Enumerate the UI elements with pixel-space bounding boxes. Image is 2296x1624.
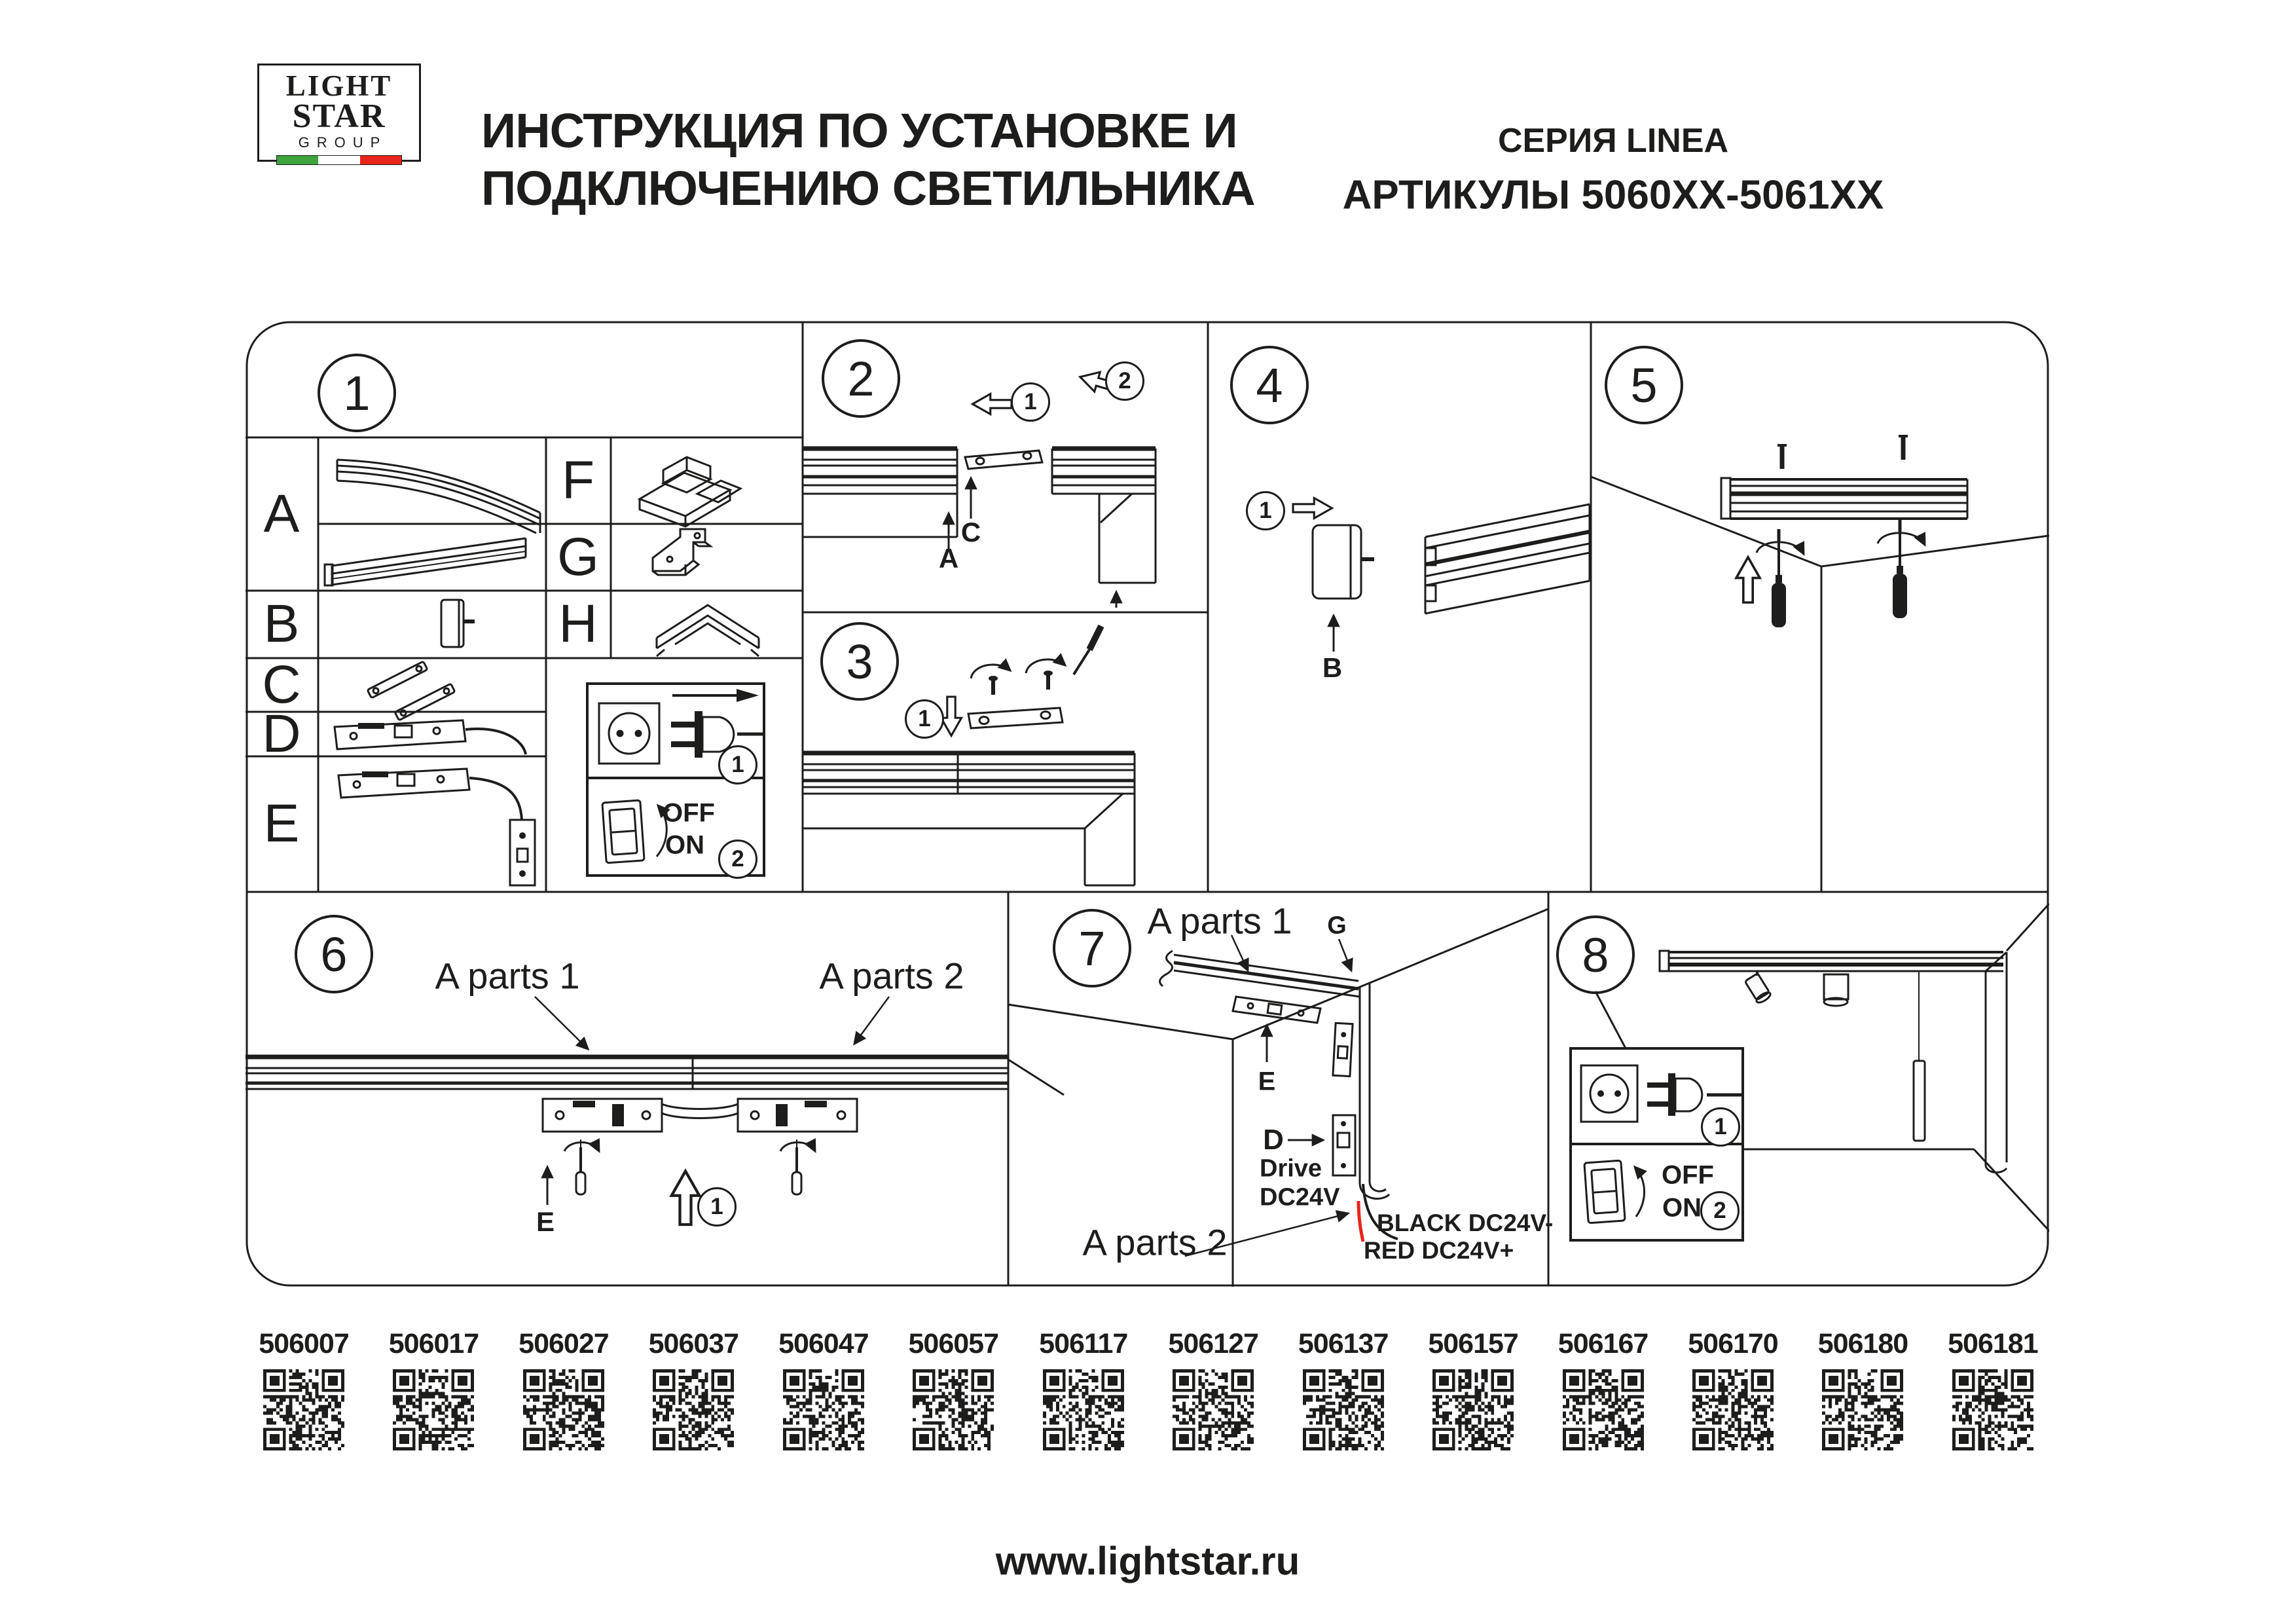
row-label-a: A: [263, 484, 300, 544]
diagram-frame: [247, 322, 2048, 1285]
row-label-d: D: [262, 704, 301, 764]
qr-code: [1173, 1369, 1254, 1450]
room-lines: [1591, 477, 2049, 892]
parts2-label: A parts 2: [819, 955, 964, 997]
part-e-driver-corner-icon: [338, 769, 535, 885]
qr-code: [913, 1369, 994, 1450]
screw-icon: [989, 671, 1053, 695]
qr-article-number: 506157: [1428, 1328, 1518, 1359]
joined-track: [246, 1057, 1008, 1089]
step-badge: 1: [1701, 1107, 1740, 1147]
qr-item: [1941, 1328, 2045, 1479]
qr-code: [1303, 1369, 1384, 1450]
part-pointer-e: E: [536, 1206, 555, 1237]
italian-flag-icon: [276, 155, 402, 165]
panel6-art: [246, 997, 1008, 1225]
row-label-g: G: [557, 527, 599, 587]
flag-green-stripe: [277, 156, 318, 164]
part-d-driver-icon: [335, 720, 526, 754]
end-cap-b: [1313, 525, 1374, 599]
open-arrow-icon: [972, 394, 1011, 415]
qr-code: [393, 1369, 474, 1450]
part-pointer-c: C: [960, 517, 981, 547]
pointer-arrow-icon: [854, 997, 889, 1044]
panel8-art: [1571, 904, 2049, 1240]
track-profile-3d: [1425, 504, 1590, 614]
qr-code: [263, 1369, 344, 1450]
row-label-e: E: [263, 794, 300, 853]
black-wire-label: BLACK DC24V-: [1377, 1209, 1554, 1236]
qr-code: [1952, 1369, 2033, 1450]
track-corner-right: [1052, 449, 1156, 583]
spotlight-icon: [1744, 971, 1772, 1005]
track-a-left: [803, 449, 957, 537]
panel4-art: [1293, 498, 1590, 652]
wall-connector-strip: [1333, 1023, 1353, 1076]
qr-item: [382, 1328, 485, 1479]
open-arrow-icon: [1736, 557, 1760, 602]
wall-track: [1360, 984, 1389, 1199]
part-g-flat-corner-icon: [653, 529, 710, 575]
part-a-straight-track-icon: [325, 538, 526, 585]
panel5-art: [1591, 436, 2049, 892]
step-badge: 2: [1700, 1191, 1740, 1230]
red-wire-label: RED DC24V+: [1364, 1237, 1514, 1264]
step-badge: 1: [697, 1187, 737, 1227]
row-label-c: C: [262, 655, 301, 714]
qr-item: [1552, 1328, 1655, 1479]
qr-article-number: 506027: [519, 1328, 609, 1359]
qr-item: [902, 1328, 1005, 1479]
part-pointer-e: E: [1258, 1067, 1276, 1096]
qr-article-number: 506007: [259, 1328, 349, 1359]
qr-item: [1292, 1328, 1395, 1479]
switch-off-label: OFF: [1662, 1160, 1714, 1190]
joined-track: [803, 753, 1135, 885]
switch-off-label: OFF: [663, 798, 715, 828]
screwdriver-icon: [780, 1139, 815, 1194]
brand-logo: [257, 64, 421, 162]
connector-e-assembly: [543, 1099, 857, 1132]
logo-word-group: GROUP: [298, 134, 388, 151]
qr-article-number: 506017: [388, 1328, 479, 1359]
diagram-art: [246, 321, 2049, 1287]
title-line-2: ПОДКЛЮЧЕНИЮ СВЕТИЛЬНИКА: [481, 161, 1255, 215]
article-range: АРТИКУЛЫ 5060XX-5061XX: [1342, 172, 1884, 218]
panel-number-1: 1: [318, 354, 396, 432]
part-pointer-a: A: [938, 543, 959, 574]
connector-plate-c: [968, 708, 1063, 728]
page-title: [481, 102, 1255, 217]
qr-article-number: 506117: [1039, 1328, 1128, 1359]
panel-number-2: 2: [822, 339, 900, 418]
cylinder-light-icon: [1824, 974, 1848, 1006]
series-name: СЕРИЯ LINEA: [1497, 122, 1729, 160]
part-a-curved-track-icon: [337, 460, 540, 533]
qr-article-number: 506170: [1688, 1328, 1778, 1359]
qr-item: [1681, 1328, 1785, 1479]
qr-item: [512, 1328, 615, 1479]
qr-article-number: 506057: [908, 1328, 999, 1359]
flag-white-stripe: [318, 156, 359, 164]
step-badge: 2: [1105, 361, 1144, 401]
flag-red-stripe: [360, 156, 401, 164]
part-pointer-g: G: [1327, 912, 1347, 940]
qr-article-number: 506037: [648, 1328, 739, 1359]
qr-item: [1421, 1328, 1525, 1479]
website-url: www.lightstar.ru: [995, 1539, 1300, 1583]
screwdriver-icon: [1074, 626, 1101, 674]
qr-code: [1692, 1369, 1774, 1450]
qr-code: [783, 1369, 864, 1450]
qr-item: [772, 1328, 875, 1479]
qr-article-number: 506047: [778, 1328, 869, 1359]
qr-item: [1811, 1328, 1914, 1479]
panel-number-3: 3: [820, 622, 899, 701]
panel-number-4: 4: [1230, 346, 1309, 424]
qr-code: [1432, 1369, 1514, 1450]
qr-article-number: 506167: [1558, 1328, 1649, 1359]
step-badge: 1: [1011, 382, 1050, 422]
row-label-f: F: [561, 451, 595, 510]
corner-wall-track: [1986, 952, 2007, 1172]
qr-article-number: 506181: [1948, 1328, 2038, 1359]
screw-icon: [1777, 436, 1908, 469]
panel-number-6: 6: [295, 915, 373, 993]
qr-code: [1563, 1369, 1644, 1450]
qr-article-number: 506180: [1817, 1328, 1908, 1359]
switch-on-label: ON: [1662, 1193, 1702, 1223]
open-arrow-icon: [1293, 498, 1332, 519]
qr-article-number: 506137: [1298, 1328, 1389, 1359]
qr-code: [653, 1369, 734, 1450]
step-badge: 1: [1246, 491, 1285, 530]
ceiling-track: [1660, 951, 2003, 971]
switch-on-label: ON: [665, 830, 704, 860]
qr-article-number: 506127: [1168, 1328, 1258, 1359]
pointer-arrow-icon: [1339, 939, 1351, 970]
row-label-b: B: [263, 594, 300, 654]
qr-item: [1032, 1328, 1135, 1479]
qr-code: [1043, 1369, 1124, 1450]
pendant-light-icon: [1914, 971, 1925, 1141]
panel-number-5: 5: [1605, 346, 1683, 424]
qr-item: [1161, 1328, 1265, 1479]
title-line-1: ИНСТРУКЦИЯ ПО УСТАНОВКЕ И: [481, 103, 1237, 158]
ceiling-track: [1721, 478, 1967, 519]
parts2-label: A parts 2: [1082, 1221, 1228, 1263]
connector-e-plate: [1233, 997, 1321, 1023]
open-arrow-icon: [941, 697, 962, 736]
step-badge: 1: [718, 745, 757, 784]
pointer-arrow-icon: [535, 997, 588, 1049]
panel1-art: [246, 437, 803, 892]
panel-number-7: 7: [1053, 909, 1131, 987]
qr-code: [523, 1369, 604, 1450]
ceiling-track: [1160, 951, 1360, 997]
part-pointer-b: B: [1322, 652, 1343, 683]
panel-number-8: 8: [1556, 915, 1635, 994]
parts1-label: A parts 1: [435, 955, 580, 997]
screwdriver-icon: [1878, 520, 1925, 618]
driver-d-unit: [1333, 1115, 1355, 1175]
red-wire: [1358, 1201, 1363, 1242]
drive-label: Drive: [1260, 1154, 1322, 1183]
part-b-end-cap-icon: [441, 600, 475, 647]
qr-item: [642, 1328, 745, 1479]
step-badge: 2: [718, 840, 757, 879]
parts1-label: A parts 1: [1147, 900, 1292, 942]
row-label-h: H: [558, 594, 598, 654]
part-h-corner-profile-icon: [657, 605, 759, 656]
part-f-corner-connector-icon: [640, 457, 740, 526]
qr-row: [252, 1328, 2045, 1479]
qr-item: [252, 1328, 355, 1479]
step-badge: 1: [905, 699, 944, 739]
screwdriver-icon: [564, 1139, 599, 1194]
logo-word-light: LIGHT: [285, 69, 393, 102]
drive-voltage-label: DC24V: [1260, 1183, 1340, 1211]
qr-code: [1822, 1369, 1903, 1450]
part-pointer-d: D: [1263, 1124, 1284, 1156]
connector-plate-c: [965, 451, 1042, 469]
logo-word-star: STAR: [292, 98, 386, 135]
open-arrow-icon: [672, 1171, 700, 1225]
